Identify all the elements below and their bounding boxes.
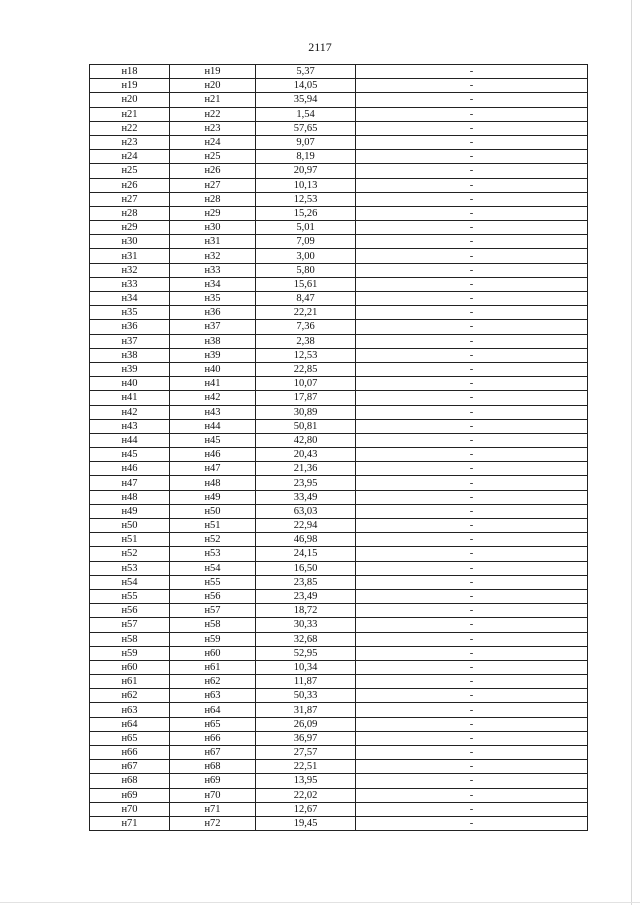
table-row [90,788,588,802]
point-from-cell: н40 [90,377,170,391]
point-from-cell: н71 [90,816,170,830]
distance-cell: 27,57 [256,746,356,760]
note-cell: - [356,178,588,192]
table-row [90,533,588,547]
table-body [90,65,588,831]
distance-cell: 20,43 [256,448,356,462]
point-to-cell: н59 [170,632,256,646]
note-cell: - [356,604,588,618]
table-row [90,178,588,192]
note-cell: - [356,561,588,575]
note-cell: - [356,618,588,632]
distance-cell: 3,00 [256,249,356,263]
note-cell: - [356,490,588,504]
table-row [90,320,588,334]
distance-cell: 5,37 [256,65,356,79]
point-to-cell: н52 [170,533,256,547]
note-cell: - [356,121,588,135]
table-row [90,65,588,79]
point-to-cell: н23 [170,121,256,135]
point-from-cell: н20 [90,93,170,107]
point-from-cell: н33 [90,277,170,291]
point-to-cell: н60 [170,646,256,660]
point-to-cell: н25 [170,150,256,164]
point-from-cell: н32 [90,263,170,277]
point-from-cell: н65 [90,731,170,745]
point-from-cell: н41 [90,391,170,405]
table-row [90,391,588,405]
point-to-cell: н20 [170,79,256,93]
table-row [90,277,588,291]
table-row [90,760,588,774]
distance-cell: 10,34 [256,660,356,674]
note-cell: - [356,774,588,788]
point-to-cell: н27 [170,178,256,192]
point-from-cell: н62 [90,689,170,703]
table-row [90,263,588,277]
distance-cell: 52,95 [256,646,356,660]
table-row [90,348,588,362]
boundary-segments-table [89,64,588,831]
distance-cell: 8,19 [256,150,356,164]
distance-cell: 13,95 [256,774,356,788]
point-from-cell: н52 [90,547,170,561]
point-from-cell: н34 [90,292,170,306]
table-row [90,703,588,717]
table-row [90,476,588,490]
table-row [90,235,588,249]
table-row [90,221,588,235]
distance-cell: 5,80 [256,263,356,277]
point-from-cell: н28 [90,206,170,220]
point-from-cell: н48 [90,490,170,504]
table-row [90,632,588,646]
note-cell: - [356,533,588,547]
note-cell: - [356,79,588,93]
note-cell: - [356,391,588,405]
distance-cell: 17,87 [256,391,356,405]
table-row [90,802,588,816]
note-cell: - [356,717,588,731]
distance-cell: 10,13 [256,178,356,192]
point-to-cell: н58 [170,618,256,632]
distance-cell: 23,85 [256,575,356,589]
point-to-cell: н57 [170,604,256,618]
table-row [90,405,588,419]
point-from-cell: н47 [90,476,170,490]
point-from-cell: н57 [90,618,170,632]
note-cell: - [356,277,588,291]
point-to-cell: н28 [170,192,256,206]
distance-cell: 11,87 [256,675,356,689]
point-to-cell: н66 [170,731,256,745]
distance-cell: 24,15 [256,547,356,561]
point-to-cell: н63 [170,689,256,703]
distance-cell: 22,85 [256,362,356,376]
note-cell: - [356,632,588,646]
table-row [90,362,588,376]
note-cell: - [356,405,588,419]
point-from-cell: н23 [90,135,170,149]
point-from-cell: н51 [90,533,170,547]
note-cell: - [356,433,588,447]
point-to-cell: н19 [170,65,256,79]
distance-cell: 50,81 [256,419,356,433]
table-row [90,646,588,660]
point-to-cell: н54 [170,561,256,575]
point-from-cell: н42 [90,405,170,419]
point-from-cell: н69 [90,788,170,802]
point-from-cell: н30 [90,235,170,249]
point-to-cell: н43 [170,405,256,419]
point-to-cell: н65 [170,717,256,731]
point-to-cell: н55 [170,575,256,589]
point-from-cell: н26 [90,178,170,192]
distance-cell: 18,72 [256,604,356,618]
note-cell: - [356,519,588,533]
note-cell: - [356,689,588,703]
point-from-cell: н45 [90,448,170,462]
table-row [90,377,588,391]
distance-cell: 22,02 [256,788,356,802]
point-from-cell: н53 [90,561,170,575]
point-to-cell: н62 [170,675,256,689]
table-row [90,504,588,518]
note-cell: - [356,646,588,660]
note-cell: - [356,221,588,235]
point-from-cell: н38 [90,348,170,362]
point-to-cell: н35 [170,292,256,306]
point-to-cell: н29 [170,206,256,220]
note-cell: - [356,419,588,433]
note-cell: - [356,135,588,149]
table-row [90,731,588,745]
point-to-cell: н22 [170,107,256,121]
distance-cell: 16,50 [256,561,356,575]
table-row [90,448,588,462]
table-row [90,334,588,348]
point-from-cell: н25 [90,164,170,178]
point-from-cell: н36 [90,320,170,334]
distance-cell: 42,80 [256,433,356,447]
table-row [90,206,588,220]
point-to-cell: н64 [170,703,256,717]
point-to-cell: н38 [170,334,256,348]
point-to-cell: н44 [170,419,256,433]
table-row [90,192,588,206]
note-cell: - [356,348,588,362]
point-to-cell: н47 [170,462,256,476]
point-from-cell: н67 [90,760,170,774]
point-to-cell: н69 [170,774,256,788]
distance-cell: 9,07 [256,135,356,149]
distance-cell: 57,65 [256,121,356,135]
point-to-cell: н49 [170,490,256,504]
note-cell: - [356,206,588,220]
table-row [90,774,588,788]
point-from-cell: н35 [90,306,170,320]
distance-cell: 2,38 [256,334,356,348]
table-row [90,618,588,632]
point-from-cell: н64 [90,717,170,731]
distance-cell: 5,01 [256,221,356,235]
distance-cell: 32,68 [256,632,356,646]
note-cell: - [356,675,588,689]
note-cell: - [356,292,588,306]
table-row [90,604,588,618]
distance-cell: 12,67 [256,802,356,816]
note-cell: - [356,377,588,391]
table-row [90,675,588,689]
distance-cell: 19,45 [256,816,356,830]
table-row [90,561,588,575]
table-row [90,660,588,674]
point-to-cell: н36 [170,306,256,320]
point-to-cell: н70 [170,788,256,802]
point-to-cell: н53 [170,547,256,561]
distance-cell: 7,09 [256,235,356,249]
table-row [90,519,588,533]
table-row [90,816,588,830]
note-cell: - [356,504,588,518]
point-to-cell: н30 [170,221,256,235]
point-from-cell: н43 [90,419,170,433]
note-cell: - [356,448,588,462]
point-to-cell: н26 [170,164,256,178]
distance-cell: 63,03 [256,504,356,518]
note-cell: - [356,547,588,561]
point-to-cell: н32 [170,249,256,263]
note-cell: - [356,476,588,490]
distance-cell: 46,98 [256,533,356,547]
distance-cell: 33,49 [256,490,356,504]
point-from-cell: н50 [90,519,170,533]
point-from-cell: н63 [90,703,170,717]
distance-cell: 21,36 [256,462,356,476]
table-row [90,547,588,561]
page-number: 2117 [308,40,332,54]
point-to-cell: н33 [170,263,256,277]
note-cell: - [356,306,588,320]
distance-cell: 26,09 [256,717,356,731]
distance-cell: 30,89 [256,405,356,419]
point-from-cell: н46 [90,462,170,476]
table-row [90,121,588,135]
note-cell: - [356,660,588,674]
distance-cell: 31,87 [256,703,356,717]
distance-cell: 50,33 [256,689,356,703]
point-from-cell: н27 [90,192,170,206]
note-cell: - [356,93,588,107]
note-cell: - [356,334,588,348]
point-to-cell: н67 [170,746,256,760]
note-cell: - [356,249,588,263]
note-cell: - [356,462,588,476]
distance-cell: 15,61 [256,277,356,291]
point-from-cell: н37 [90,334,170,348]
note-cell: - [356,760,588,774]
note-cell: - [356,320,588,334]
table-row [90,717,588,731]
point-from-cell: н68 [90,774,170,788]
note-cell: - [356,235,588,249]
point-from-cell: н21 [90,107,170,121]
distance-cell: 23,95 [256,476,356,490]
point-from-cell: н19 [90,79,170,93]
distance-cell: 12,53 [256,192,356,206]
point-from-cell: н70 [90,802,170,816]
point-from-cell: н24 [90,150,170,164]
table-row [90,249,588,263]
point-to-cell: н34 [170,277,256,291]
distance-cell: 22,51 [256,760,356,774]
distance-cell: 23,49 [256,589,356,603]
note-cell: - [356,746,588,760]
distance-cell: 20,97 [256,164,356,178]
point-to-cell: н51 [170,519,256,533]
point-to-cell: н24 [170,135,256,149]
point-from-cell: н44 [90,433,170,447]
note-cell: - [356,575,588,589]
point-from-cell: н58 [90,632,170,646]
distance-cell: 35,94 [256,93,356,107]
note-cell: - [356,703,588,717]
point-from-cell: н31 [90,249,170,263]
point-to-cell: н56 [170,589,256,603]
distance-cell: 12,53 [256,348,356,362]
point-to-cell: н40 [170,362,256,376]
point-to-cell: н42 [170,391,256,405]
scan-edge-line [631,0,632,905]
table-row [90,433,588,447]
point-to-cell: н39 [170,348,256,362]
point-to-cell: н45 [170,433,256,447]
point-to-cell: н50 [170,504,256,518]
table-row [90,292,588,306]
table-row [90,490,588,504]
point-from-cell: н55 [90,589,170,603]
table-row [90,164,588,178]
point-from-cell: н29 [90,221,170,235]
note-cell: - [356,816,588,830]
point-to-cell: н37 [170,320,256,334]
table-row [90,79,588,93]
point-from-cell: н61 [90,675,170,689]
table-row [90,575,588,589]
table-row [90,93,588,107]
note-cell: - [356,788,588,802]
point-from-cell: н18 [90,65,170,79]
point-to-cell: н31 [170,235,256,249]
distance-cell: 36,97 [256,731,356,745]
note-cell: - [356,362,588,376]
point-from-cell: н60 [90,660,170,674]
note-cell: - [356,731,588,745]
distance-cell: 30,33 [256,618,356,632]
point-from-cell: н66 [90,746,170,760]
note-cell: - [356,107,588,121]
point-from-cell: н22 [90,121,170,135]
point-to-cell: н68 [170,760,256,774]
point-to-cell: н21 [170,93,256,107]
distance-cell: 10,07 [256,377,356,391]
table-row [90,107,588,121]
note-cell: - [356,589,588,603]
point-from-cell: н54 [90,575,170,589]
point-from-cell: н56 [90,604,170,618]
distance-cell: 22,21 [256,306,356,320]
distance-cell: 1,54 [256,107,356,121]
scan-bottom-line [0,902,640,903]
table-row [90,589,588,603]
table-row [90,135,588,149]
point-to-cell: н61 [170,660,256,674]
table-row [90,689,588,703]
note-cell: - [356,263,588,277]
distance-cell: 14,05 [256,79,356,93]
note-cell: - [356,150,588,164]
note-cell: - [356,65,588,79]
table-row [90,746,588,760]
point-from-cell: н49 [90,504,170,518]
point-from-cell: н59 [90,646,170,660]
point-to-cell: н71 [170,802,256,816]
point-to-cell: н41 [170,377,256,391]
point-to-cell: н72 [170,816,256,830]
table-row [90,306,588,320]
note-cell: - [356,802,588,816]
table-row [90,462,588,476]
table-row [90,419,588,433]
note-cell: - [356,164,588,178]
point-to-cell: н48 [170,476,256,490]
distance-cell: 8,47 [256,292,356,306]
distance-cell: 7,36 [256,320,356,334]
note-cell: - [356,192,588,206]
point-to-cell: н46 [170,448,256,462]
point-from-cell: н39 [90,362,170,376]
table-row [90,150,588,164]
distance-cell: 15,26 [256,206,356,220]
distance-cell: 22,94 [256,519,356,533]
